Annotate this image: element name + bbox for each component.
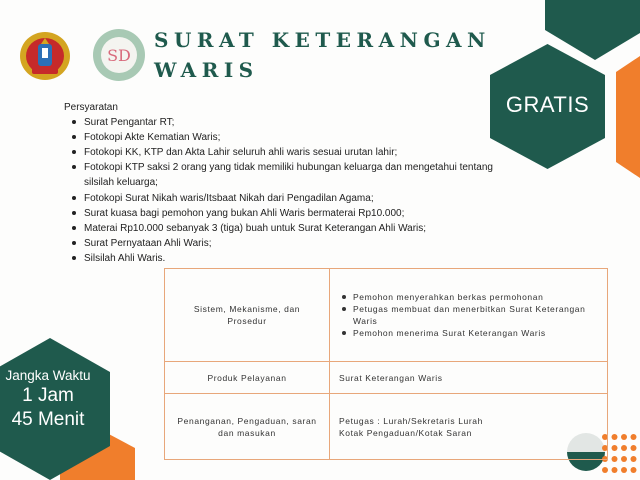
persyaratan-item: Surat Pengantar RT; [68, 115, 494, 130]
decor-dot [612, 445, 618, 451]
decor-dot [631, 456, 637, 462]
prosedur-item: Pemohon menyerahkan berkas permohonan [339, 291, 597, 303]
jangka-waktu-label: Jangka Waktu [5, 368, 91, 383]
prosedur-item: Petugas membuat dan menerbitkan Surat Keterangan Waris [339, 303, 597, 327]
decor-dot [612, 456, 618, 462]
emblem-logo [18, 30, 72, 82]
decor-dot [631, 467, 637, 473]
jangka-waktu [0, 368, 96, 431]
prosedur-list [339, 291, 597, 339]
prosedur-value [329, 269, 607, 361]
table-row-pengaduan [165, 394, 607, 459]
sd-badge-logo [92, 28, 146, 82]
produk-value: Surat Keterangan Waris [339, 372, 443, 383]
persyaratan-item: Silsilah Ahli Waris. [68, 251, 494, 266]
service-table [164, 268, 608, 460]
decor-dot [621, 456, 627, 462]
pengaduan-petugas: Petugas : Lurah/Sekretaris Lurah [339, 415, 483, 426]
produk-label: Produk Pelayanan [207, 372, 287, 383]
decor-dot [631, 445, 637, 451]
decor-dot [602, 467, 608, 473]
table-row-prosedur [165, 269, 607, 361]
prosedur-label: Sistem, Mekanisme, dan Prosedur [193, 304, 301, 326]
persyaratan-item: Surat Pernyataan Ahli Waris; [68, 236, 494, 251]
persyaratan-item: Materai Rp10.000 sebanyak 3 (tiga) buah untuk Surat Keterangan Ahli Waris; [68, 221, 494, 236]
gratis-label: GRATIS [505, 92, 590, 117]
persyaratan-item: Fotokopi Akte Kematian Waris; [68, 130, 494, 145]
jangka-waktu-minutes: 45 Menit [11, 409, 85, 430]
prosedur-item: Pemohon menerima Surat Keterangan Waris [339, 327, 597, 339]
title-line-2: WARIS [154, 58, 259, 82]
decor-dot [621, 434, 627, 440]
persyaratan-section [64, 100, 494, 266]
persyaratan-heading: Persyaratan [64, 102, 118, 113]
decor-dot [621, 467, 627, 473]
pengaduan-label: Penanganan, Pengaduan, saran dan masukan [177, 415, 317, 438]
decor-dot [631, 434, 637, 440]
pengaduan-value [329, 394, 607, 459]
svg-text:SD: SD [107, 46, 131, 65]
persyaratan-item: Fotokopi KK, KTP dan Akta Lahir seluruh ahli waris sesuai urutan lahir; [68, 145, 494, 160]
jangka-waktu-hours: 1 Jam [22, 385, 74, 406]
decor-dot [612, 467, 618, 473]
persyaratan-item: Surat kuasa bagi pemohon yang bukan Ahli Waris bermaterai Rp10.000; [68, 206, 494, 221]
page-title [154, 25, 494, 85]
decor-dot [612, 434, 618, 440]
persyaratan-item: Fotokopi Surat Nikah waris/Itsbaat Nikah dari Pengadilan Agama; [68, 191, 494, 206]
decor-dot [621, 445, 627, 451]
pengaduan-kotak: Kotak Pengaduan/Kotak Saran [339, 427, 472, 438]
persyaratan-item: Fotokopi KTP saksi 2 orang yang tidak memiliki hubungan keluarga dan mengetahui tentang silsilah keluarga; [68, 160, 494, 190]
persyaratan-list [64, 115, 494, 266]
title-line-1: SURAT KETERANGAN [154, 28, 491, 52]
table-row-produk [165, 362, 607, 393]
